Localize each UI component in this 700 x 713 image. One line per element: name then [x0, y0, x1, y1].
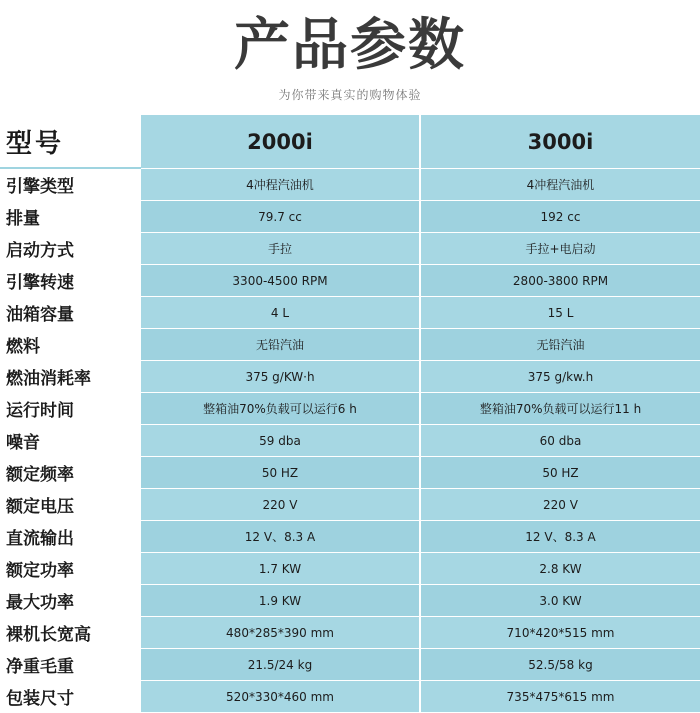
row-value-3000i: 735*475*615 mm — [420, 681, 700, 713]
table-row — [0, 649, 700, 681]
row-value-3000i: 375 g/kw.h — [420, 361, 700, 393]
table-row — [0, 329, 700, 361]
row-label: 燃油消耗率 — [0, 361, 140, 393]
row-value-2000i: 4冲程汽油机 — [140, 168, 420, 201]
row-label: 排量 — [0, 201, 140, 233]
row-label: 运行时间 — [0, 393, 140, 425]
column-header-3000i: 3000i — [420, 115, 700, 168]
table-row — [0, 361, 700, 393]
row-label: 最大功率 — [0, 585, 140, 617]
row-value-2000i: 无铅汽油 — [140, 329, 420, 361]
row-value-2000i: 79.7 cc — [140, 201, 420, 233]
row-label: 燃料 — [0, 329, 140, 361]
table-row — [0, 553, 700, 585]
row-value-3000i: 60 dba — [420, 425, 700, 457]
row-value-2000i: 12 V、8.3 A — [140, 521, 420, 553]
table-body — [0, 115, 700, 713]
table-row — [0, 425, 700, 457]
table-header-row — [0, 115, 700, 168]
row-value-2000i: 480*285*390 mm — [140, 617, 420, 649]
table-row — [0, 457, 700, 489]
row-label: 引擎类型 — [0, 168, 140, 201]
row-value-2000i: 21.5/24 kg — [140, 649, 420, 681]
row-value-3000i: 整箱油70%负载可以运行11 h — [420, 393, 700, 425]
row-label: 引擎转速 — [0, 265, 140, 297]
row-label: 净重毛重 — [0, 649, 140, 681]
row-value-2000i: 整箱油70%负载可以运行6 h — [140, 393, 420, 425]
table-row — [0, 201, 700, 233]
table-row — [0, 585, 700, 617]
row-value-3000i: 52.5/58 kg — [420, 649, 700, 681]
row-value-2000i: 59 dba — [140, 425, 420, 457]
row-value-3000i: 710*420*515 mm — [420, 617, 700, 649]
row-label: 油箱容量 — [0, 297, 140, 329]
table-row — [0, 617, 700, 649]
row-label: 启动方式 — [0, 233, 140, 265]
table-row — [0, 489, 700, 521]
row-value-3000i: 手拉+电启动 — [420, 233, 700, 265]
table-row — [0, 521, 700, 553]
row-label: 额定功率 — [0, 553, 140, 585]
specifications-table — [0, 115, 700, 713]
row-value-3000i: 220 V — [420, 489, 700, 521]
row-label: 直流输出 — [0, 521, 140, 553]
row-value-3000i: 4冲程汽油机 — [420, 168, 700, 201]
row-value-2000i: 手拉 — [140, 233, 420, 265]
row-label: 裸机长宽高 — [0, 617, 140, 649]
row-value-3000i: 50 HZ — [420, 457, 700, 489]
row-value-3000i: 15 L — [420, 297, 700, 329]
column-header-model: 型号 — [0, 115, 140, 168]
row-value-2000i: 3300-4500 RPM — [140, 265, 420, 297]
row-value-2000i: 520*330*460 mm — [140, 681, 420, 713]
row-value-2000i: 220 V — [140, 489, 420, 521]
row-value-2000i: 1.7 KW — [140, 553, 420, 585]
row-label: 包装尺寸 — [0, 681, 140, 713]
row-value-3000i: 12 V、8.3 A — [420, 521, 700, 553]
column-header-2000i: 2000i — [140, 115, 420, 168]
table-row — [0, 265, 700, 297]
row-value-3000i: 2800-3800 RPM — [420, 265, 700, 297]
row-value-2000i: 50 HZ — [140, 457, 420, 489]
row-value-2000i: 4 L — [140, 297, 420, 329]
table-row — [0, 297, 700, 329]
table-row — [0, 233, 700, 265]
table-row — [0, 393, 700, 425]
row-value-3000i: 3.0 KW — [420, 585, 700, 617]
page-title: 产品参数 — [234, 13, 466, 78]
row-label: 噪音 — [0, 425, 140, 457]
row-label: 额定频率 — [0, 457, 140, 489]
row-value-2000i: 1.9 KW — [140, 585, 420, 617]
row-value-3000i: 2.8 KW — [420, 553, 700, 585]
row-value-3000i: 192 cc — [420, 201, 700, 233]
row-value-2000i: 375 g/KW·h — [140, 361, 420, 393]
page-header — [0, 0, 700, 103]
row-value-3000i: 无铅汽油 — [420, 329, 700, 361]
table-row — [0, 168, 700, 201]
page-subtitle: 为你带来真实的购物体验 — [278, 88, 422, 103]
row-label: 额定电压 — [0, 489, 140, 521]
